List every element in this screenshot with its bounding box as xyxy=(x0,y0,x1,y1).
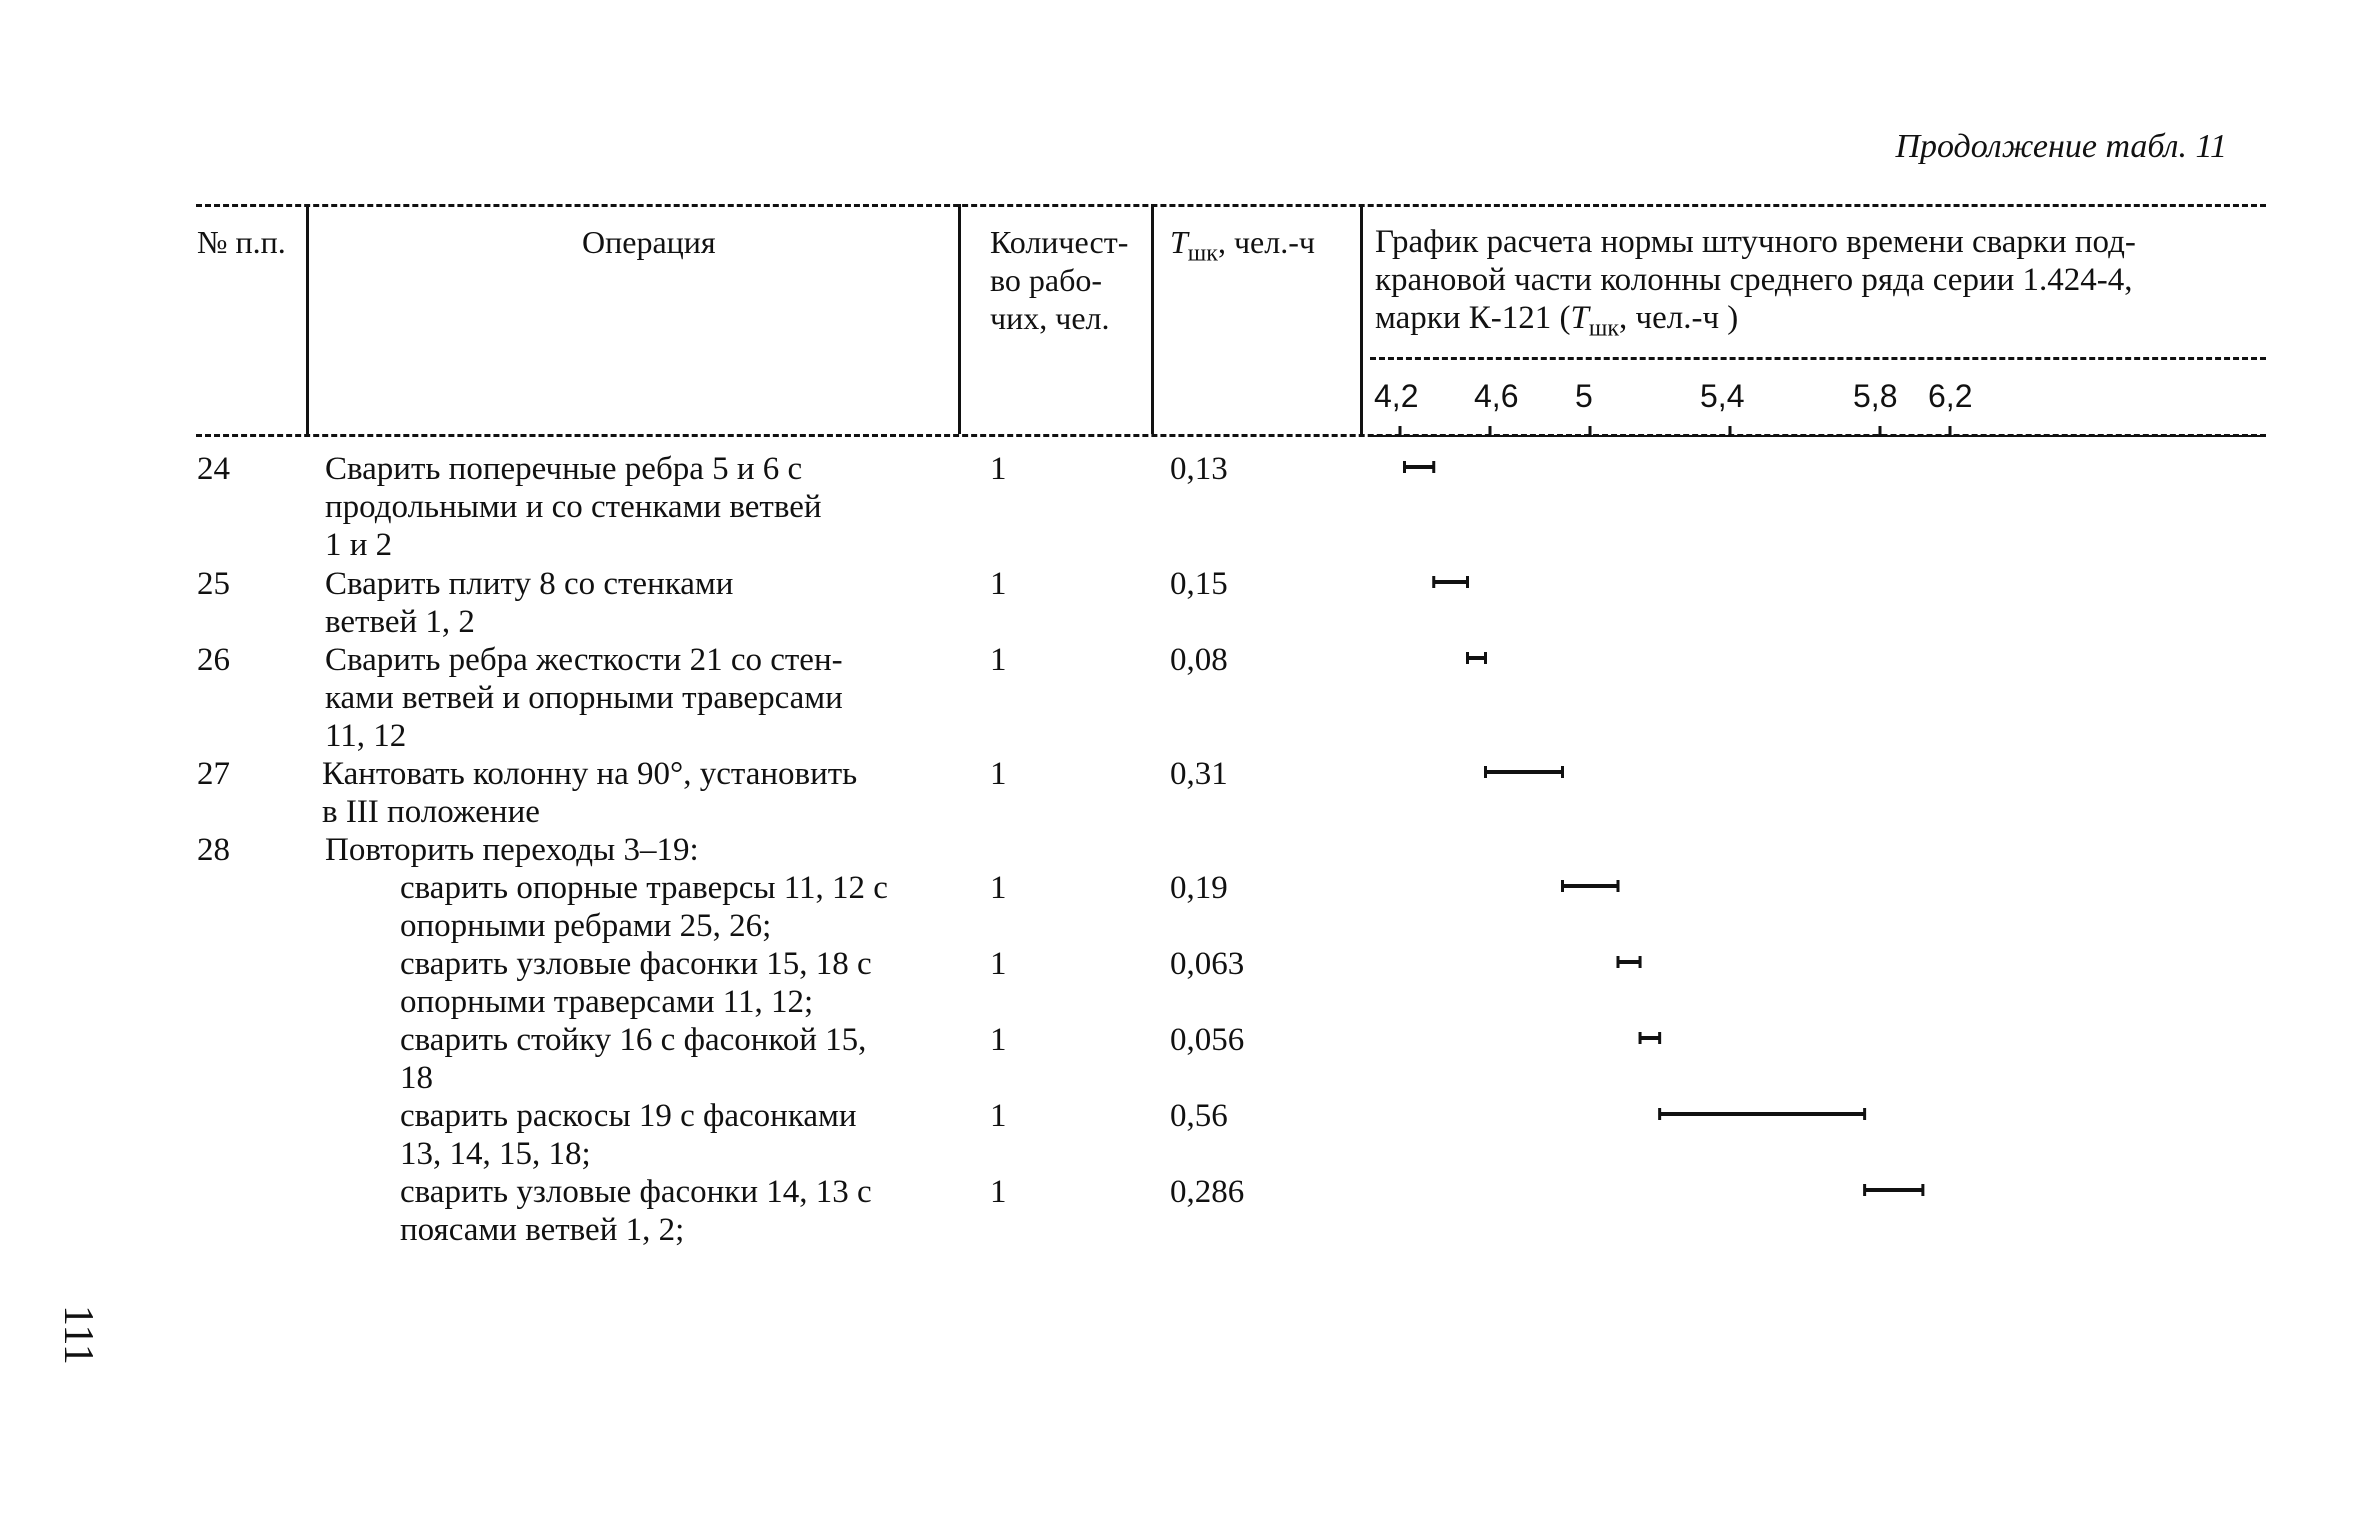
row-operation: Сварить поперечные ребра 5 и 6 с продольными и со стенками ветвей 1 и 2 xyxy=(325,451,822,563)
row-num: 28 xyxy=(197,832,230,868)
row-workers: 1 xyxy=(990,870,1007,906)
row-operation: сварить раскосы 19 с фасонками 13, 14, 15, 18; xyxy=(400,1098,857,1172)
row-num: 24 xyxy=(197,451,230,487)
continuation-caption: Продолжение табл. 11 xyxy=(1895,128,2227,165)
row-time: 0,13 xyxy=(1170,451,1228,487)
tick-label-4-6: 4,6 xyxy=(1474,378,1519,414)
row-operation: сварить опорные траверсы 11, 12 с опорными ребрами 25, 26; xyxy=(400,870,888,944)
tick-label-6-2: 6,2 xyxy=(1928,378,1973,414)
tick-label-5: 5 xyxy=(1575,378,1593,414)
row-workers: 1 xyxy=(990,756,1007,792)
row-time: 0,31 xyxy=(1170,756,1228,792)
row-num: 27 xyxy=(197,756,230,792)
page-number: 111 xyxy=(55,1305,101,1365)
row-operation: Повторить переходы 3–19: xyxy=(325,832,699,868)
row-num: 26 xyxy=(197,642,230,678)
row-workers: 1 xyxy=(990,1022,1007,1058)
row-num: 25 xyxy=(197,566,230,602)
row-operation: сварить стойку 16 с фасонкой 15, 18 xyxy=(400,1022,867,1096)
row-time: 0,286 xyxy=(1170,1174,1245,1210)
row-workers: 1 xyxy=(990,642,1007,678)
header-workers: Количест- во рабо- чих, чел. xyxy=(990,224,1129,336)
tick-label-5-4: 5,4 xyxy=(1700,378,1745,414)
row-time: 0,19 xyxy=(1170,870,1228,906)
header-time: $T_{шк}$, чел.-ч xyxy=(1170,224,1315,267)
header-operation: Операция xyxy=(582,224,716,260)
row-operation: сварить узловые фасонки 14, 13 с поясами ветвей 1, 2; xyxy=(400,1174,872,1248)
row-workers: 1 xyxy=(990,566,1007,602)
header-num: № п.п. xyxy=(197,224,286,260)
row-time: 0,15 xyxy=(1170,566,1228,602)
header-chart-title: График расчета нормы штучного времени сварки под- крановой части колонны среднего ряда серии 1.424-4, марки К-121 ($T_{шк}$, чел.-ч ) xyxy=(1375,224,2136,342)
row-operation: Кантовать колонну на 90°, установить в III положение xyxy=(322,756,858,830)
row-operation: сварить узловые фасонки 15, 18 с опорными траверсами 11, 12; xyxy=(400,946,872,1020)
row-workers: 1 xyxy=(990,451,1007,487)
row-operation: Сварить плиту 8 со стенками ветвей 1, 2 xyxy=(325,566,734,640)
tick-label-4-2: 4,2 xyxy=(1374,378,1419,414)
row-operation: Сварить ребра жесткости 21 со стен- ками ветвей и опорными траверсами 11, 12 xyxy=(325,642,843,754)
row-workers: 1 xyxy=(990,1174,1007,1210)
row-workers: 1 xyxy=(990,946,1007,982)
row-time: 0,08 xyxy=(1170,642,1228,678)
row-time: 0,063 xyxy=(1170,946,1245,982)
row-time: 0,56 xyxy=(1170,1098,1228,1134)
row-workers: 1 xyxy=(990,1098,1007,1134)
row-time: 0,056 xyxy=(1170,1022,1245,1058)
tick-label-5-8: 5,8 xyxy=(1853,378,1898,414)
